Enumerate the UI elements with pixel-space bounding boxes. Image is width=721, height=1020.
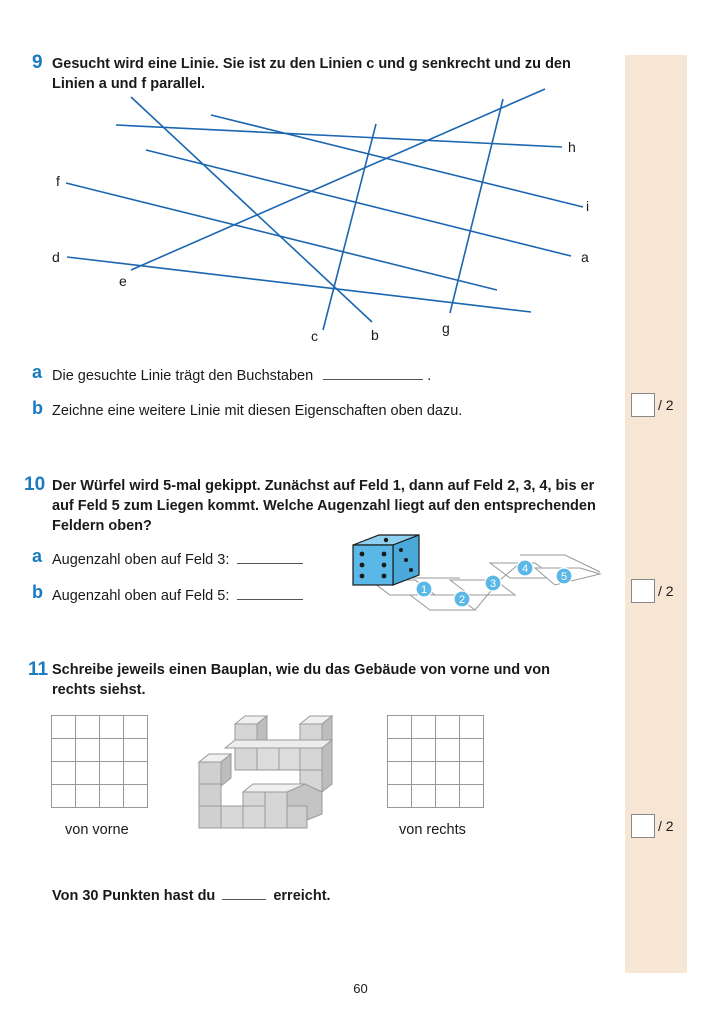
label-c: c <box>311 328 318 344</box>
question-number-10: 10 <box>24 474 46 495</box>
question-number-11: 11 <box>28 659 49 680</box>
label-d: d <box>52 249 60 265</box>
field-4-number: 4 <box>521 563 529 575</box>
caption-front-view: von vorne <box>65 822 129 838</box>
question-9a <box>52 368 431 384</box>
label-i: i <box>586 198 590 214</box>
score-label-10: / 2 <box>658 583 674 599</box>
score-input-10[interactable] <box>631 579 655 603</box>
label-h: h <box>568 139 576 155</box>
score-label-11: / 2 <box>658 818 674 834</box>
caption-right-view: von rechts <box>399 822 466 838</box>
line-diagram <box>0 0 621 360</box>
answer-10a-blank[interactable] <box>237 563 303 564</box>
line-c <box>323 124 376 330</box>
label-g: g <box>442 320 450 336</box>
score-box-10 <box>631 579 674 603</box>
field-5-number: 5 <box>560 571 568 583</box>
total-points-blank[interactable] <box>222 899 266 900</box>
sub-letter-9b: b <box>32 398 43 418</box>
question-10a-text: Augenzahl oben auf Feld 3: <box>52 552 230 568</box>
label-b: b <box>371 327 379 343</box>
total-points-end: erreicht. <box>273 888 331 904</box>
building-figure <box>195 712 340 834</box>
sub-letter-9a: a <box>32 362 43 382</box>
question-10a <box>52 552 303 568</box>
question-9b-text: Zeichne eine weitere Linie mit diesen Eigenschaften oben dazu. <box>52 403 463 419</box>
line-b <box>131 97 372 322</box>
field-3-number: 3 <box>489 578 497 590</box>
question-9a-text: Die gesuchte Linie trägt den Buchstaben <box>52 368 314 384</box>
line-g <box>450 99 503 313</box>
field-2-number: 2 <box>458 594 466 606</box>
score-input-9[interactable] <box>631 393 655 417</box>
page-number: 60 <box>353 981 368 996</box>
grid-right-view[interactable] <box>387 715 484 808</box>
field-1-number: 1 <box>420 584 428 596</box>
score-box-9 <box>631 393 674 417</box>
sub-letter-10a: a <box>32 546 43 566</box>
question-9a-end: . <box>427 368 432 384</box>
sub-letter-10b: b <box>32 582 43 602</box>
answer-9a-blank[interactable] <box>323 379 423 380</box>
score-label-9: / 2 <box>658 397 674 413</box>
grid-front-view[interactable] <box>51 715 148 808</box>
total-points-line <box>52 886 331 906</box>
question-9-text: Gesucht wird eine Linie. Sie ist zu den Linien c und g senkrecht und zu den Linien a und f parallel. <box>52 56 571 92</box>
label-a: a <box>581 249 589 265</box>
score-box-11 <box>631 814 674 838</box>
question-10b <box>52 588 303 604</box>
question-10b-text: Augenzahl oben auf Feld 5: <box>52 588 230 604</box>
score-input-11[interactable] <box>631 814 655 838</box>
line-i <box>211 115 583 207</box>
line-a <box>146 150 571 256</box>
total-points-text: Von 30 Punkten hast du <box>52 888 216 904</box>
dice-icon <box>353 535 419 585</box>
label-e: e <box>119 273 127 289</box>
dice-path-figure <box>345 525 610 615</box>
question-10-text: Der Würfel wird 5-mal gekippt. Zunächst auf Feld 1, dann auf Feld 2, 3, 4, bis er auf Feld 5 zum Liegen kommt. Welche Augenzahl liegt auf den entsprechenden Feldern oben? <box>52 478 596 534</box>
answer-10b-blank[interactable] <box>237 599 303 600</box>
question-number-9: 9 <box>32 52 43 73</box>
question-11-text: Schreibe jeweils einen Bauplan, wie du das Gebäude von vorne und von rechts siehst. <box>52 662 550 698</box>
label-f: f <box>56 173 60 189</box>
